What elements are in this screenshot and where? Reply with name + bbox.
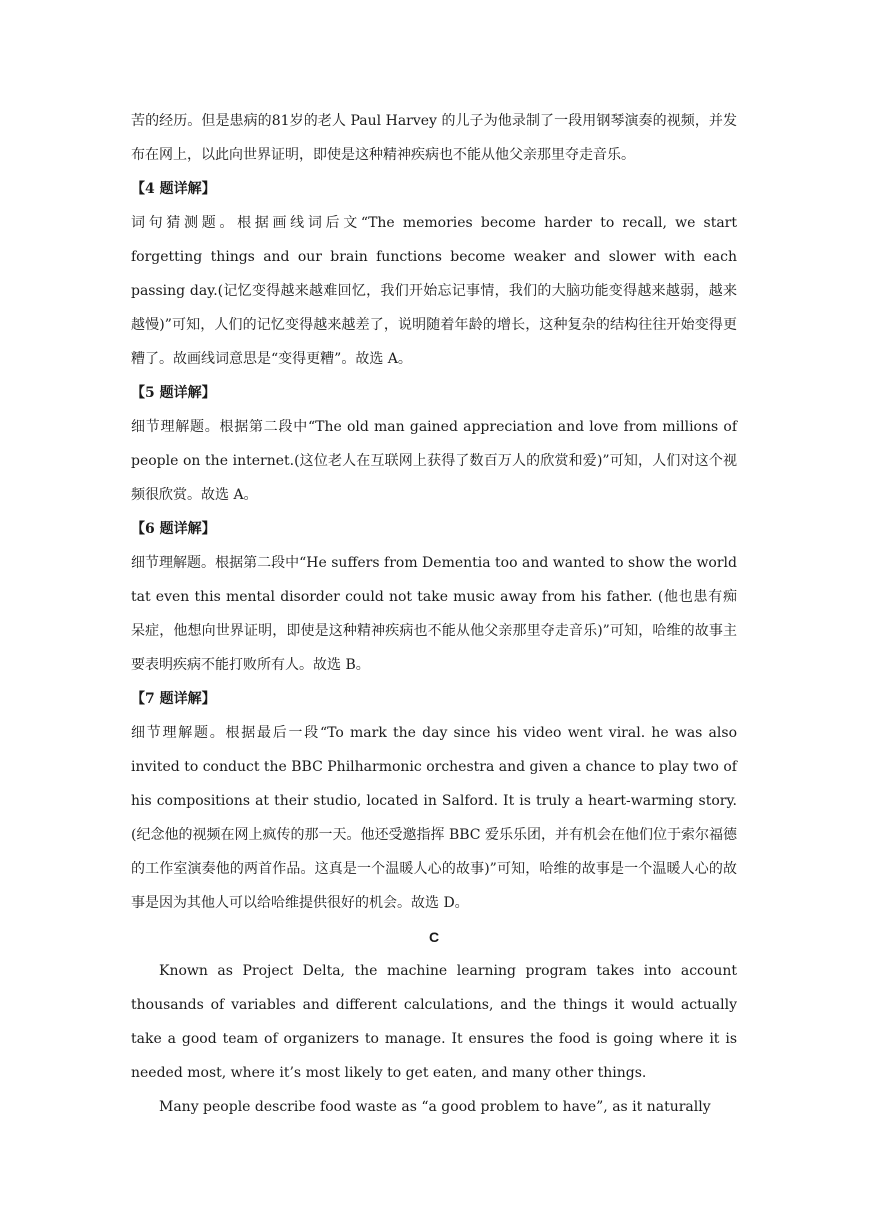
passage-c-paragraph-2: Many people describe food waste as “a good problem to have”, as it naturally xyxy=(159,1099,711,1115)
paragraph-intro-continuation: 苦的经历。但是患病的81岁的老人 Paul Harvey 的儿子为他录制了一段用钢琴演奏的视频，并发布在网上，以此向世界证明，即使是这种精神疾病也不能从他父亲那里夺走音乐。 xyxy=(131,113,737,163)
paragraph-q7-explanation: 细节理解题。根据最后一段“To mark the day since his video went viral. he was also invited to conduct the BBC Philharmonic orchestra and given a chance to play two of his compositions at their studio, located in Salford. It is truly a heart-warming story.(纪念他的视频在网上疯传的那一天。他还受邀指挥 BBC 爱乐乐团，并有机会在他们位于索尔福德的工作室演奏他的两首作品。这真是一个温暖人心的故事)”可知，哈维的故事是一个温暖人心的故事是因为其他人可以给哈维提供很好的机会。故选 D。 xyxy=(131,725,737,911)
heading-q7: 【7 题详解】 xyxy=(131,691,216,707)
paragraph-q6-explanation: 细节理解题。根据第二段中“He suffers from Dementia too and wanted to show the world tat even this mental disorder could not take music away from his father. (他也患有痴呆症，他想向世界证明，即使是这种精神疾病也不能从他父亲那里夺走音乐)”可知，哈维的故事主要表明疾病不能打败所有人。故选 B。 xyxy=(131,555,737,673)
heading-q5: 【5 题详解】 xyxy=(131,385,216,401)
heading-q6: 【6 题详解】 xyxy=(131,521,216,537)
heading-q4: 【4 题详解】 xyxy=(131,181,216,197)
section-letter-c: C xyxy=(428,929,440,945)
paragraph-q4-explanation: 词句猜测题。根据画线词后文“The memories become harder to recall, we start forgetting things and our brain functions become weaker and slower with each passing day.(记忆变得越来越难回忆，我们开始忘记事情，我们的大脑功能变得越来越弱，越来越慢)”可知，人们的记忆变得越来越差了，说明随着年龄的增长，这种复杂的结构往往开始变得更糟了。故画线词意思是“变得更糟”。故选 A。 xyxy=(131,215,737,367)
document-body xyxy=(131,104,737,1124)
passage-c-paragraph-1: Known as Project Delta, the machine learning program takes into account thousands of variables and different calculations, and the things it would actually take a good team of organizers to manage. It ensures the food is going where it is needed most, where it’s most likely to get eaten, and many other things. xyxy=(131,963,737,1081)
paragraph-q5-explanation: 细节理解题。根据第二段中“The old man gained appreciation and love from millions of people on the internet.(这位老人在互联网上获得了数百万人的欣赏和爱)”可知，人们对这个视频很欣赏。故选 A。 xyxy=(131,419,737,503)
